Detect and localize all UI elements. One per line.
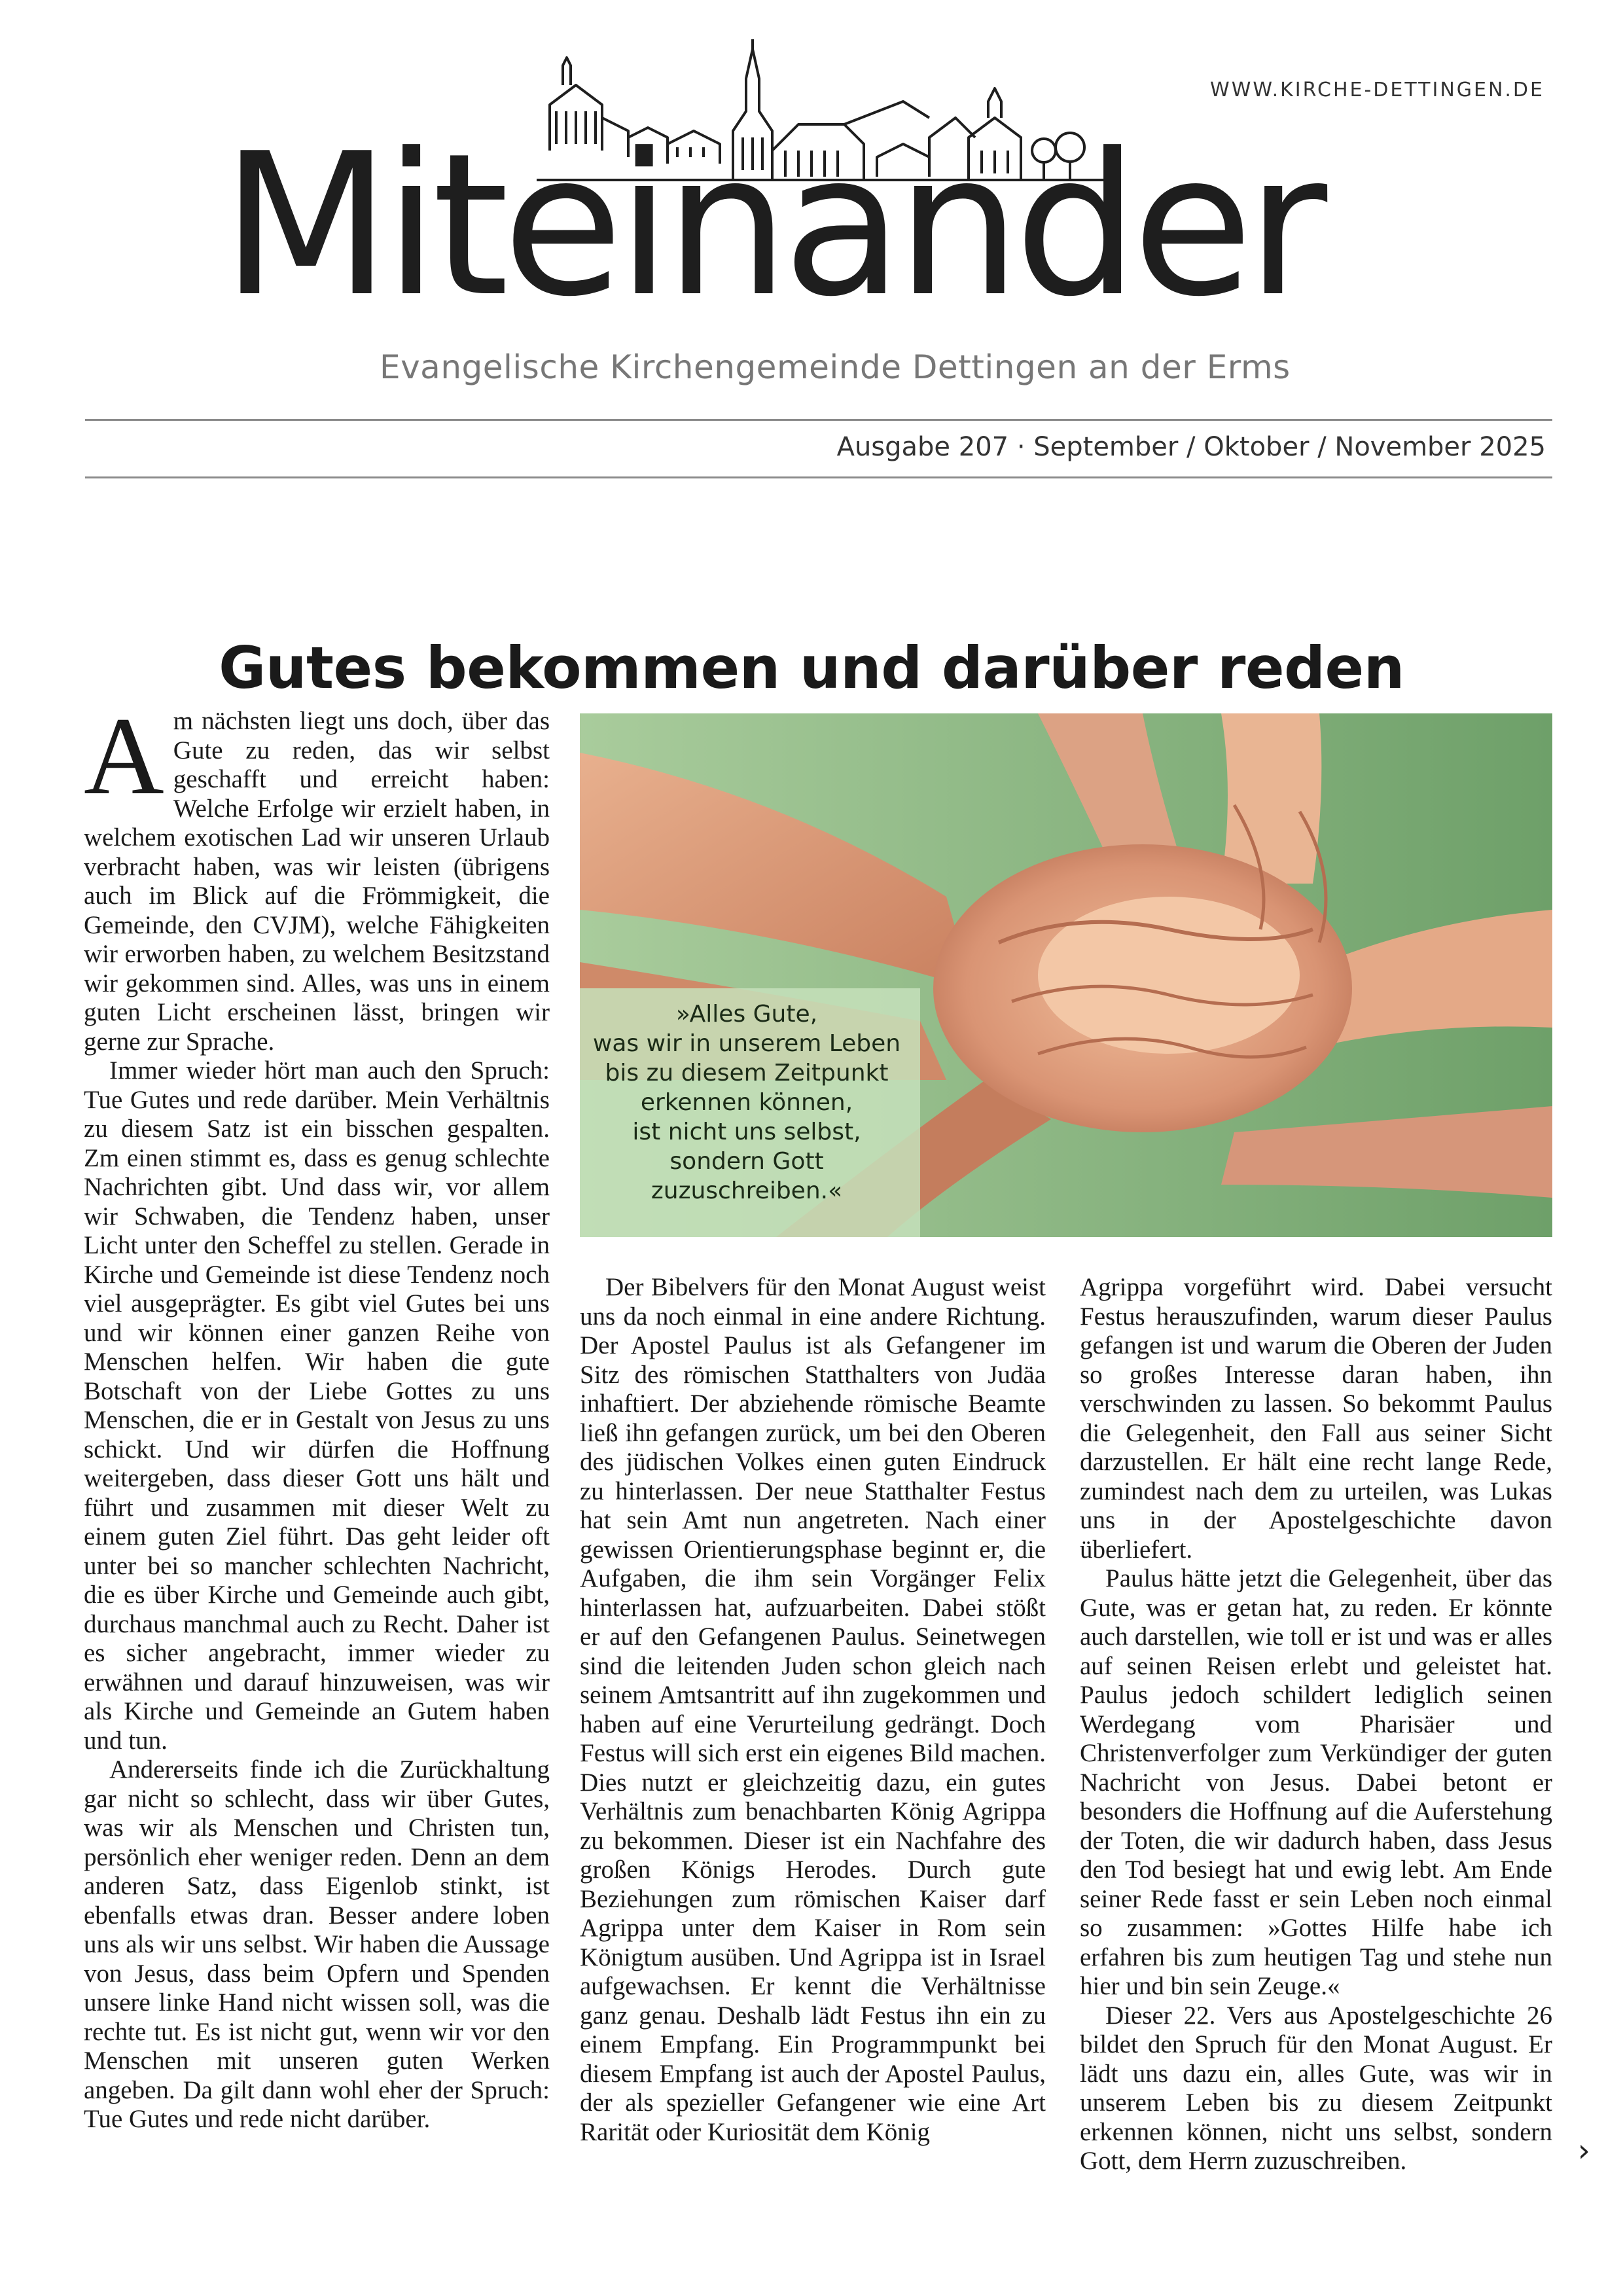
header-rule-top (85, 419, 1552, 421)
paragraph: Am nächsten liegt uns doch, über das Gute zu reden, das wir selbst geschafft und erreicht haben: Welche Erfolge wir erzielt haben, in welchem exotischen Lad wir unseren Urlaub verbracht haben, was wir leisten (übrigens auch im Blick auf die Frömmigkeit, die Gemeinde, den CVJM), welche Fähigkeiten wir erworben haben, zu welchem Besitzstand wir gekommen sind. Alles, was uns in einem guten Licht erscheinen lässt, bringen wir gerne zur Sprache. (84, 694, 550, 1056)
chevron-right-icon[interactable]: › (1577, 2132, 1590, 2169)
article-column-1 (84, 694, 550, 2134)
paragraph: Dieser 22. Vers aus Apostelgeschichte 26 bildet den Spruch für den Monat August. Er lädt uns dazu ein, alles Gute, was wir in unserem Leben bis zu diesem Zeitpunkt erkennen können, nicht uns selbst, sondern Gott, dem Herrn zuzuschreiben. (1080, 2001, 1552, 2175)
article-column-2 (580, 1273, 1046, 2147)
quote-line: »Alles Gute, (675, 1001, 818, 1028)
drop-cap: A (84, 694, 164, 817)
quote-line: was wir in unserem Leben (592, 1030, 901, 1057)
url[interactable]: WWW.KIRCHE-DETTINGEN.DE (1210, 79, 1544, 101)
issue-info: Ausgabe 207 · September / Oktober / November 2025 (836, 432, 1546, 462)
quote-line: ist nicht uns selbst, (632, 1119, 861, 1145)
article-headline: Gutes bekommen und darüber reden (219, 634, 1404, 702)
paragraph: Agrippa vorgeführt wird. Dabei versucht Festus herauszufinden, warum dieser Paulus gefangen ist und warum die Oberen der Juden so großes Interesse daran haben, ihn verschwinden zu lassen. So bekommt Paulus die Gelegenheit, den Fall aus seiner Sicht darzustellen. Er hält eine recht lange Rede, zumindest nach dem zu urteilen, was Lukas uns in der Apostelgeschichte davon überliefert. (1080, 1273, 1552, 1564)
photo-quote (580, 999, 914, 1206)
header-rule-bottom (85, 476, 1552, 478)
masthead-title: Miteinander (221, 111, 1321, 340)
quote-line: bis zu diesem Zeitpunkt (605, 1060, 889, 1086)
paragraph: Andererseits finde ich die Zurückhaltung gar nicht so schlecht, dass wir über Gutes, was wir als Menschen und Christen tun, persönlich eher weniger reden. Denn an dem anderen Satz, dass Eigenlob stinkt, ist ebenfalls etwas dran. Besser andere loben uns als wir uns selbst. Wir haben die Aussage von Jesus, dass beim Opfern und Spenden unsere linke Hand nicht wissen soll, was die rechte tut. Es ist nicht gut, wenn wir vor den Menschen mit unseren guten Werken angeben. Da gilt dann wohl eher der Spruch: Tue Gutes und rede nicht darüber. (84, 1755, 550, 2133)
quote-line: erkennen können, (640, 1089, 853, 1116)
paragraph: Immer wieder hört man auch den Spruch: Tue Gutes und rede darüber. Mein Verhältnis zu diesem Satz ist ein bisschen gespalten. Zm einen stimmt es, dass es genug schlechte Nachrichten gibt. Und dass wir, vor allem wir Schwaben, die Tendenz haben, unser Licht unter den Scheffel zu stellen. Gerade in Kirche und Gemeinde ist diese Tendenz noch viel ausgeprägter. Es gibt viel Gutes bei uns und wir können einer ganzen Reihe von Menschen helfen. Wir haben die gute Botschaft von der Liebe Gottes zu uns Menschen, die er in Gestalt von Jesus zu uns schickt. Und wir dürfen die Hoffnung weitergeben, dass dieser Gott uns hält und führt und zusammen mit dieser Welt zu einem guten Ziel führt. Das geht leider oft unter bei so mancher schlechten Nachricht, die es über Kirche und Gemeinde auch gibt, durchaus manchmal auch zu Recht. Daher ist es sicher angebracht, immer wieder zu erwähnen und darauf hinzuweisen, was wir als Kirche und Gemeinde an Gutem haben und tun. (84, 1056, 550, 1755)
paragraph: Der Bibelvers für den Monat August weist uns da noch einmal in eine andere Richtung. Der Apostel Paulus ist als Gefangener im Sitz des römischen Statthalters von Judäa inhaftiert. Der abziehende römische Beamte ließ ihn gefangen zurück, um bei den Oberen des jüdischen Volkes einen guten Eindruck zu hinterlassen. Der neue Statthalter Festus hat sein Amt nun angetreten. Nach einer gewissen Orientierungsphase beginnt er, die Aufgaben, die ihm sein Vorgänger Felix hinterlassen hat, aufzuarbeiten. Dabei stößt er auf den Gefangenen Paulus. Seinetwegen sind die leitenden Juden schon gleich nach seinem Amtsantritt auf ihn zugekommen und haben auf eine Verurteilung gedrängt. Doch Festus will sich erst ein eigenes Bild machen. Dies nutzt er gleichzeitig dazu, ein gutes Verhältnis zum benachbarten König Agrippa zu bekommen. Dieser ist ein Nachfahre des großen Königs Herodes. Durch gute Beziehungen zum römischen Kaiser darf Agrippa unter dem Kaiser in Rom sein Königtum ausüben. Und Agrippa ist in Israel aufgewachsen. Er kennt die Verhältnisse ganz genau. Deshalb lädt Festus ihn ein zu einem Empfang. Ein Programmpunkt bei diesem Empfang ist auch der Apostel Paulus, der als spezieller Gefangener wie eine Art Rarität oder Kuriosität dem König (580, 1273, 1046, 2146)
paragraph: Paulus hätte jetzt die Gelegenheit, über das Gute, was er getan hat, zu reden. Er könnte auch darstellen, wie toll er ist und was er alles auf seinen Reisen erlebt und geleistet hat. Paulus jedoch schildert lediglich seinen Werdegang vom Pharisäer und Christenverfolger zum Verkündiger der guten Nachricht von Jesus. Dabei betont er besonders die Hoffnung auf die Auferstehung der Toten, die wir dadurch haben, dass Jesus den Tod besiegt hat und ewig lebt. Am Ende seiner Rede fasst er sein Leben noch einmal so zusammen: »Gottes Hilfe habe ich erfahren bis zum heutigen Tag und stehe nun hier und bin sein Zeuge.« (1080, 1564, 1552, 2000)
masthead-subtitle: Evangelische Kirchengemeinde Dettingen an der Erms (380, 348, 1291, 386)
quote-line: zuzuschreiben.« (651, 1177, 843, 1204)
article-column-3 (1080, 1273, 1552, 2176)
quote-line: sondern Gott (669, 1148, 824, 1175)
